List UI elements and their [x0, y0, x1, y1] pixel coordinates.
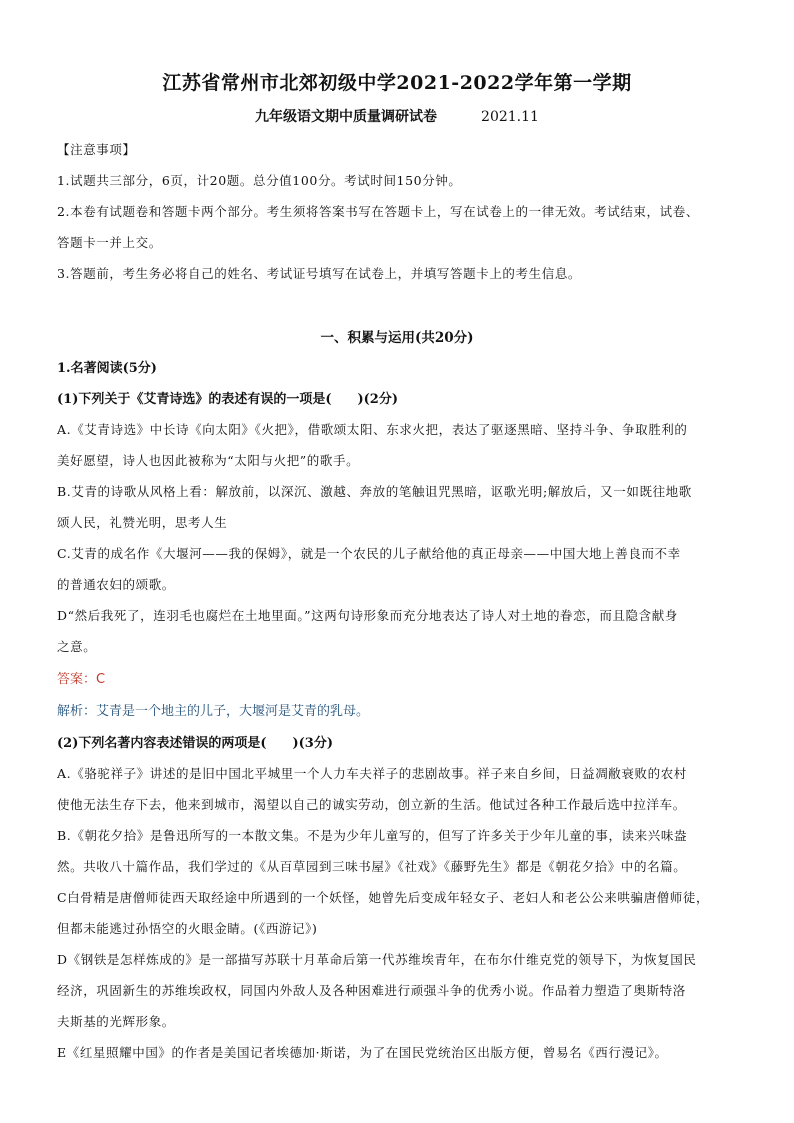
option-line: D《钢铁是怎样炼成的》是一部描写苏联十月革命后第一代苏维埃青年，在布尔什维克党的领导下，为恢复国民	[57, 952, 697, 967]
option-line: 但都未能逃过孙悟空的火眼金睛。(《西游记》)	[57, 921, 318, 936]
notice-heading: 【注意事项】	[57, 142, 136, 157]
option-line: B.艾青的诗歌从风格上看：解放前，以深沉、激越、奔放的笔触诅咒黑暗，讴歌光明;解放后，又一如既往地歌	[57, 484, 692, 499]
option-line: C白骨精是唐僧师徒西天取经途中所遇到的一个妖怪，她曾先后变成年轻女子、老妇人和老公公来哄骗唐僧师徒，	[57, 890, 710, 905]
option-line: 的普通农妇的颂歌。	[57, 577, 175, 592]
option-line: 美好愿望，诗人也因此被称为“太阳与火把”的歌手。	[57, 453, 360, 468]
notice-item: 3.答题前，考生务必将自己的姓名、考试证号填写在试卷上，并填写答题卡上的考生信息。	[57, 266, 582, 281]
notice-item: 2.本卷有试题卷和答题卡两个部分。考生须将答案书写在答题卡上，写在试卷上的一律无效。考试结束，试卷、	[57, 204, 699, 219]
answer-text: 答案：C	[57, 672, 106, 687]
option-line: 之意。	[57, 639, 97, 654]
option-line: 然。共收八十篇作品，我们学过的《从百草园到三味书屋》《社戏》《藤野先生》都是《朝花夕拾》中的名篇。	[57, 859, 687, 874]
notice-item: 答题卡一并上交。	[57, 235, 162, 250]
option-line: 使他无法生存下去，他来到城市，渴望以自己的诚实劳动，创立新的生活。他试过各种工作最后选中拉洋车。	[57, 797, 686, 812]
question-stem: (2)下列名著内容表述错误的两项是( )(3分)	[57, 736, 333, 751]
option-line: E《红星照耀中国》的作者是美国记者埃德加·斯诺，为了在国民党统治区出版方便，曾易名《西行漫记》。	[57, 1045, 668, 1060]
exam-title: 江苏省常州市北郊初级中学2021-2022学年第一学期	[162, 72, 632, 94]
analysis-text: 解析：艾青是一个地主的儿子，大堰河是艾青的乳母。	[57, 704, 370, 719]
option-line: C.艾青的成名作《大堰河——我的保姆》，就是一个农民的儿子献给他的真正母亲——中国大地上善良而不幸	[57, 546, 681, 561]
option-line: B.《朝花夕拾》是鲁迅所写的一本散文集。不是为少年儿童写的，但写了许多关于少年儿童的事，读来兴味盎	[57, 828, 688, 843]
option-line: A.《艾青诗选》中长诗《向太阳》《火把》，借歌颂太阳、东求火把，表达了驱逐黑暗、坚持斗争、争取胜利的	[57, 422, 688, 437]
question-heading: 1.名著阅读(5分)	[57, 361, 157, 376]
notice-item: 1.试题共三部分，6页，计20题。总分值100分。考试时间150分钟。	[57, 173, 462, 188]
exam-date: 2021.11	[481, 109, 539, 125]
question-stem: (1)下列关于《艾青诗选》的表述有误的一项是( )(2分)	[57, 392, 398, 407]
subtitle-text: 九年级语文期中质量调研试卷	[255, 109, 438, 125]
option-line: 经济，巩固新生的苏维埃政权，同国内外敌人及各种困难进行顽强斗争的优秀小说。作品着力塑造了奥斯特洛	[57, 983, 686, 998]
option-line: D“然后我死了，连羽毛也腐烂在土地里面。”这两句诗形象而充分地表达了诗人对土地的眷恋，而且隐含献身	[57, 608, 678, 623]
exam-subtitle	[0, 106, 794, 126]
option-line: 夫斯基的光辉形象。	[57, 1014, 175, 1029]
option-line: A.《骆驼祥子》讲述的是旧中国北平城里一个人力车夫祥子的悲剧故事。祥子来自乡间，日益凋敝衰败的农村	[57, 766, 687, 781]
section-heading: 一、积累与运用(共20分)	[320, 330, 474, 346]
option-line: 颂人民，礼赞光明，思考人生	[57, 515, 228, 530]
